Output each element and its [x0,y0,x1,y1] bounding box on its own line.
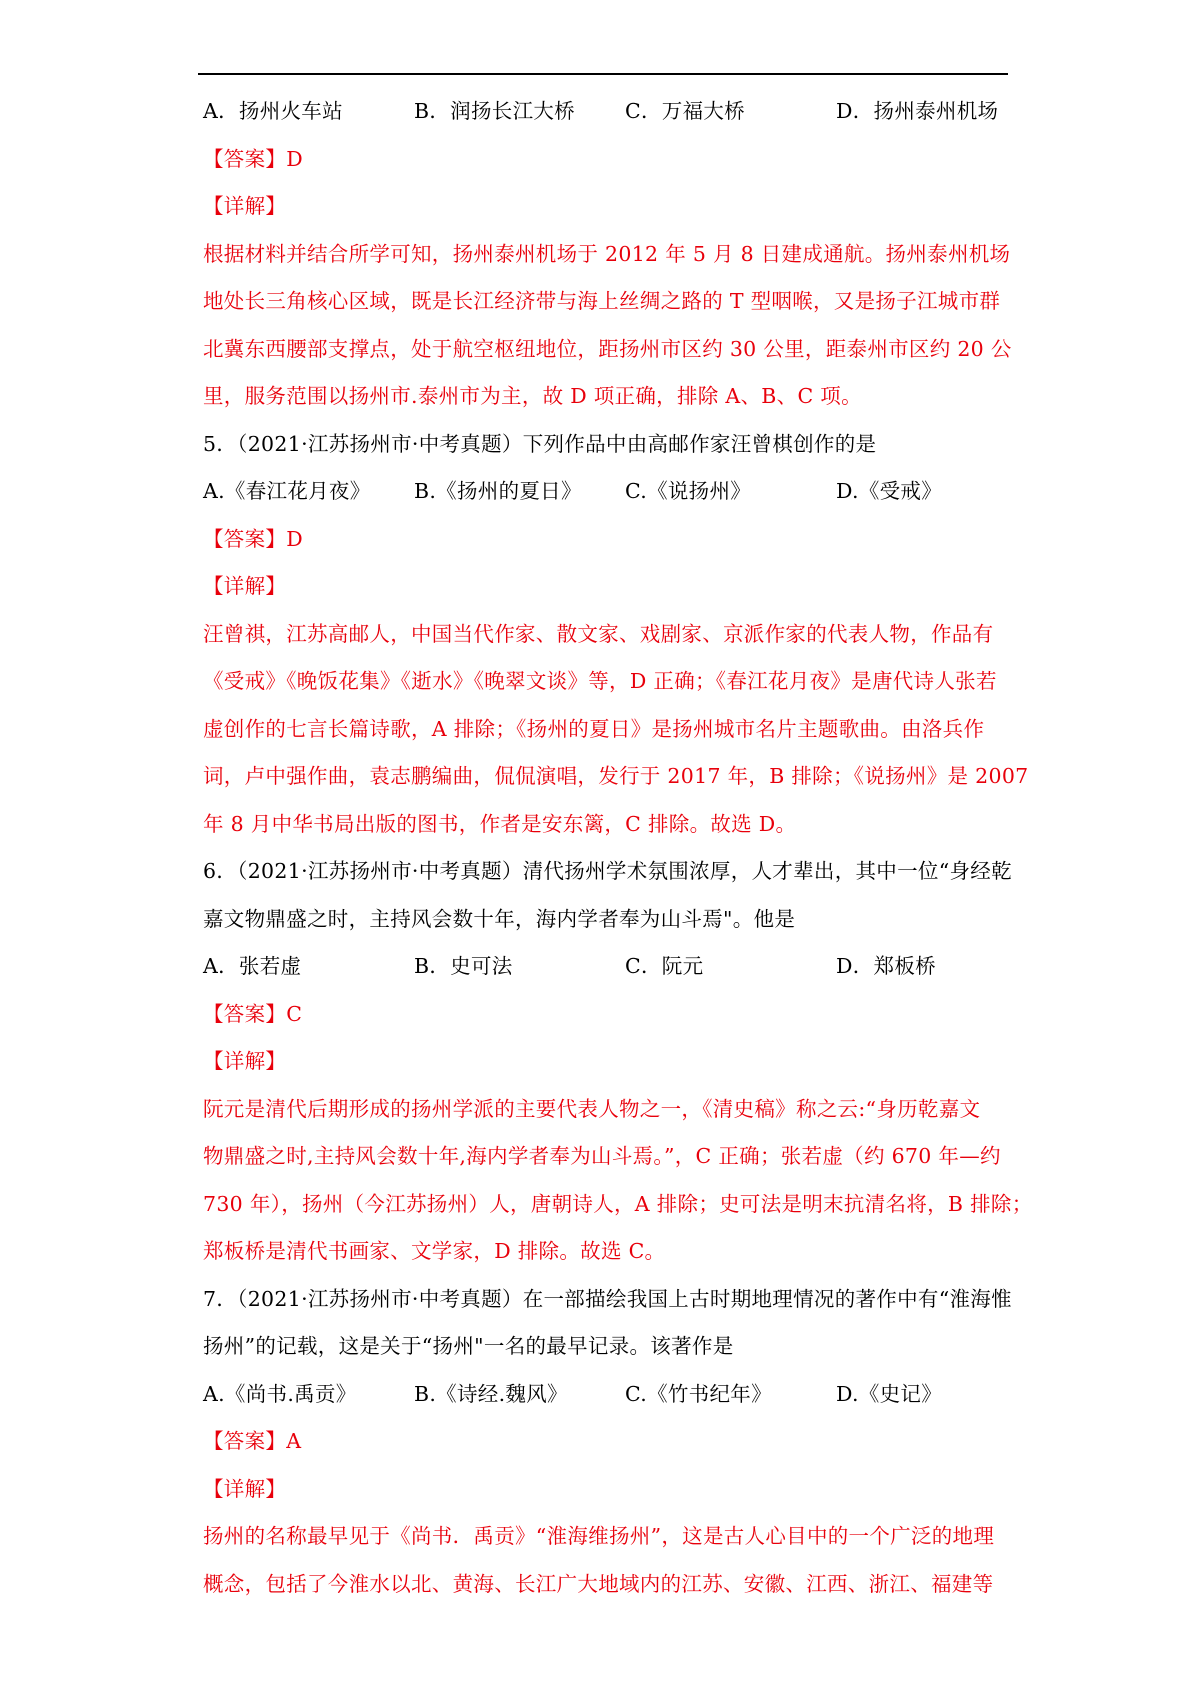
question-stem-line: 7．（2021·江苏扬州市·中考真题）在一部描绘我国上古时期地理情况的著作中有“淮海惟 [203,1286,1012,1311]
detail-text-line: 北冀东西腰部支撑点，处于航空枢纽地位，距扬州市区约 30 公里，距泰州市区约 20 公 [203,336,1012,361]
answer-value: C [286,1001,303,1026]
detail-label: 【详解】 [203,574,287,598]
detail-label: 【详解】 [203,1476,287,1501]
detail-text-line: 根据材料并结合所学可知，扬州泰州机场于 2012 年 5 月 8 日建成通航。扬州泰州机场 [203,241,1011,266]
answer-label: 【答案】 [203,526,287,551]
option-a: A.《春江花月夜》 [203,479,371,503]
option-c: C.《竹书纪年》 [625,1381,772,1406]
detail-text-line: 730 年），扬州（今江苏扬州）人，唐朝诗人，A 排除；史可法是明末抗清名将，B 排除； [203,1191,1033,1216]
detail-text-line: 《受戒》《晚饭花集》《逝水》《晚翠文谈》等，D 正确；《春江花月夜》是唐代诗人张若 [203,669,997,693]
answer-label: 【答案】 [203,146,287,171]
detail-label-line [203,1466,1008,1514]
answer-label: 【答案】 [203,1001,287,1026]
question-stem-line: 5．（2021·江苏扬州市·中考真题）下列作品中由高邮作家汪曾棋创作的是 [203,431,877,456]
detail-text-line: 概念，包括了今淮水以北、黄海、长江广大地域内的江苏、安徽、江西、浙江、福建等 [203,1571,994,1596]
answer-line [203,991,1008,1039]
answer-line [203,1418,1008,1466]
question-stem-line: 嘉文物鼎盛之时，主持风会数十年，海内学者奉为山斗焉"。他是 [203,906,796,931]
question-block [203,1276,1012,1609]
options-row [203,943,1008,991]
option-d: D.《受戒》 [836,479,943,503]
answer-line [203,136,1008,184]
question-block [203,88,1012,421]
header-rule [198,73,1008,75]
question-stem-line: 6．（2021·江苏扬州市·中考真题）清代扬州学术氛围浓厚，人才辈出，其中一位“身经乾 [203,859,1012,883]
answer-value: D [286,146,303,171]
option-a: A．张若虚 [203,954,302,978]
option-c: C.《说扬州》 [625,479,752,503]
options-row [203,468,1008,516]
detail-text-line: 扬州的名称最早见于《尚书．禹贡》“淮海维扬州”，这是古人心目中的一个广泛的地理 [203,1524,995,1548]
option-b: B．史可法 [414,954,513,978]
detail-label-line [203,183,1008,231]
detail-label: 【详解】 [203,194,287,218]
option-c: C．万福大桥 [625,99,745,123]
answer-value: A [286,1429,302,1453]
detail-text-line: 郑板桥是清代书画家、文学家，D 排除。故选 C。 [203,1239,666,1263]
document-page [203,88,1033,1608]
detail-text-line: 虚创作的七言长篇诗歌，A 排除；《扬州的夏日》是扬州城市名片主题歌曲。由洛兵作 [203,716,985,741]
detail-text-line: 年 8 月中华书局出版的图书，作者是安东篱，C 排除。故选 D。 [203,811,797,836]
detail-label-line [203,1038,1008,1086]
option-b: B．润扬长江大桥 [414,99,575,123]
detail-label: 【详解】 [203,1049,287,1073]
options-row [203,88,1008,136]
question-block [203,848,1033,1276]
answer-value: D [286,526,303,551]
option-d: D．扬州泰州机场 [836,99,999,123]
answer-label: 【答案】 [203,1429,287,1453]
detail-text-line: 词，卢中强作曲，袁志鹏编曲，侃侃演唱，发行于 2017 年，B 排除；《说扬州》是 2007 [203,764,1029,788]
detail-text-line: 阮元是清代后期形成的扬州学派的主要代表人物之一，《清史稿》称之云:“身历乾嘉文 [203,1096,981,1121]
option-d: D．郑板桥 [836,954,936,978]
detail-label-line [203,563,1008,611]
option-b: B.《扬州的夏日》 [414,479,582,503]
detail-text-line: 里，服务范围以扬州市.泰州市为主，故 D 项正确，排除 A、B、C 项。 [203,384,862,408]
options-row [203,1371,1008,1419]
detail-text-line: 地处长三角核心区域，既是长江经济带与海上丝绸之路的 T 型咽喉，又是扬子江城市群 [203,289,1001,313]
option-a: A．扬州火车站 [203,99,343,123]
detail-text-line: 汪曾祺，江苏高邮人，中国当代作家、散文家、戏剧家、京派作家的代表人物，作品有 [203,621,994,646]
option-a: A.《尚书.禹贡》 [203,1381,357,1406]
question-block [203,421,1029,849]
answer-line [203,516,1008,564]
question-stem-line: 扬州”的记载，这是关于“扬州"一名的最早记录。该著作是 [203,1334,734,1358]
detail-text-line: 物鼎盛之时,主持风会数十年,海内学者奉为山斗焉。”，C 正确；张若虚（约 670 年—约 [203,1144,1001,1168]
option-d: D.《史记》 [836,1381,943,1406]
option-c: C．阮元 [625,954,704,978]
option-b: B.《诗经.魏风》 [414,1381,568,1406]
